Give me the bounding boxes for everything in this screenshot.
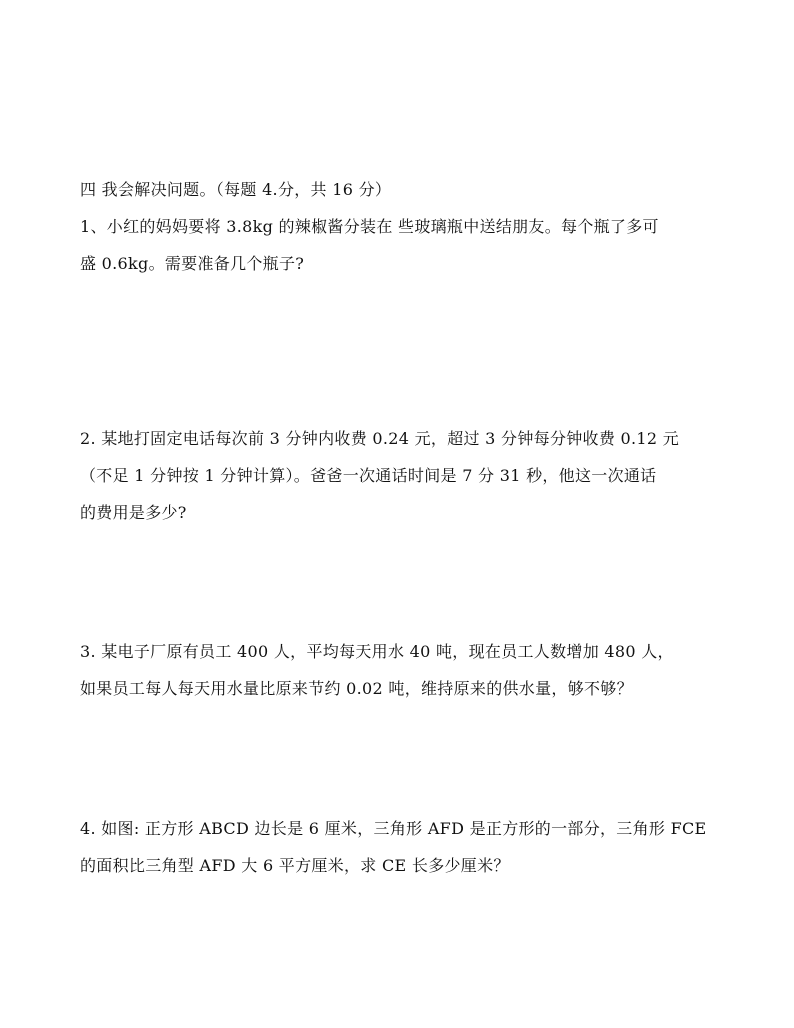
- question-3-line-2: 如果员工每人每天用水量比原来节约 0.02 吨，维持原来的供水量，够不够？: [80, 679, 633, 698]
- question-2-line-1: 2. 某地打固定电话每次前 3 分钟内收费 0.24 元，超过 3 分钟每分钟收费 0.12 元: [80, 429, 680, 448]
- question-2-line-2: （不足 1 分钟按 1 分钟计算）。爸爸一次通话时间是 7 分 31 秒，他这一次通话: [80, 466, 657, 485]
- question-4-line-1: 4. 如图: 正方形 ABCD 边长是 6 厘米，三角形 AFD 是正方形的一部分，三角形 FCE: [80, 819, 707, 838]
- question-1-line-2: 盛 0.6kg。需要准备几个瓶子?: [80, 254, 305, 273]
- question-4-line-2: 的面积比三角型 AFD 大 6 平方厘米，求 CE 长多少厘米？: [80, 856, 510, 875]
- section-title: 四 我会解决问题。（每题 4.分，共 16 分）: [80, 180, 392, 199]
- question-3-line-1: 3. 某电子厂原有员工 400 人，平均每天用水 40 吨，现在员工人数增加 480 人，: [80, 642, 674, 661]
- question-2-line-3: 的费用是多少?: [80, 503, 187, 522]
- question-1-line-1: 1、小红的妈妈要将 3.8kg 的辣椒酱分装在 些玻璃瓶中送结朋友。每个瓶了多可: [80, 217, 659, 236]
